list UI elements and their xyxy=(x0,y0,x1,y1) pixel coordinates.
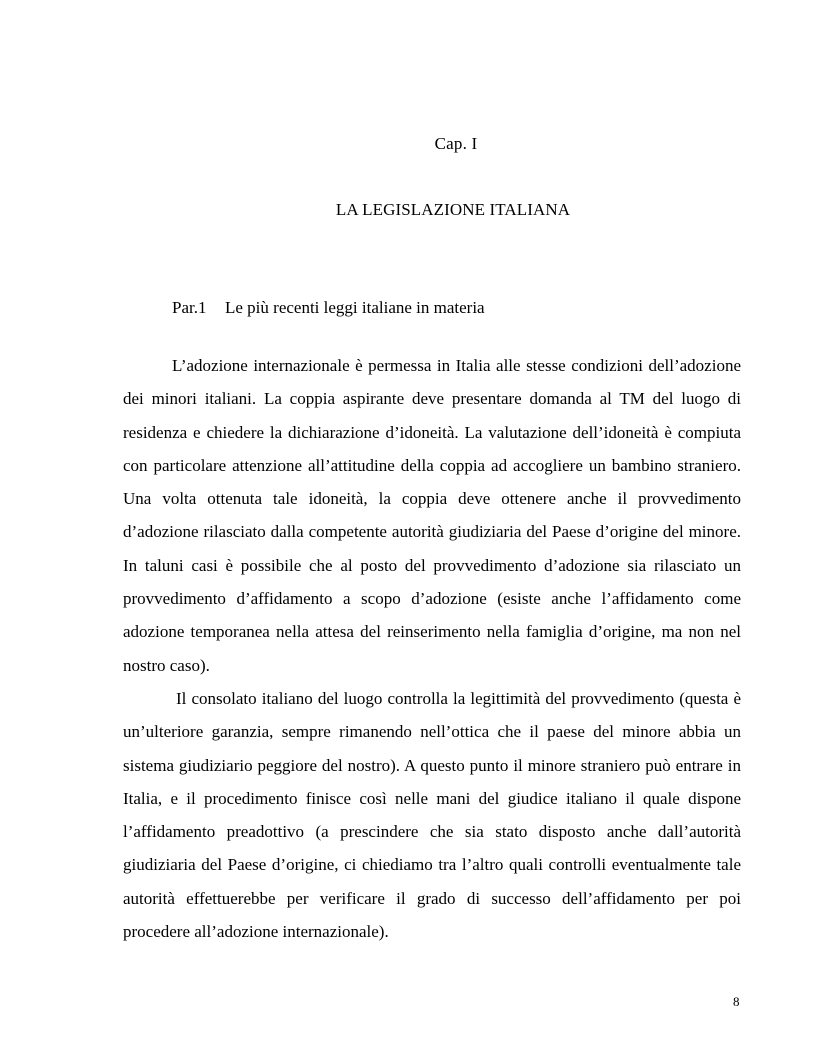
chapter-label: Cap. I xyxy=(434,134,478,153)
chapter-title: LA LEGISLAZIONE ITALIANA xyxy=(335,200,571,219)
body-text xyxy=(123,349,741,948)
paragraph: L’adozione internazionale è permessa in Italia alle stesse condizioni dell’adozione dei minori italiani. La coppia aspirante deve presentare domanda al TM del luogo di residenza e chiedere la dichiarazione d’idoneità. La valutazione dell’idoneità è compiuta con particolare attenzione all’attitudine della coppia ad accogliere un bambino straniero. Una volta ottenuta tale idoneità, la coppia deve ottenere anche il provvedimento d’adozione rilasciato dalla competente autorità giudiziaria del Paese d’origine del minore. In taluni casi è possibile che al posto del provvedimento d’adozione sia rilasciato un provvedimento d’affidamento a scopo d’adozione (esiste anche l’affidamento come adozione temporanea nella attesa del reinserimento nella famiglia d’origine, ma non nel nostro caso). xyxy=(123,356,741,675)
section-number: Par.1 xyxy=(172,298,207,317)
section-title: Le più recenti leggi italiane in materia xyxy=(225,298,485,317)
page-number: 8 xyxy=(733,994,740,1009)
section-heading xyxy=(172,298,485,318)
paragraph: Il consolato italiano del luogo controlla la legittimità del provvedimento (questa è un’ulteriore garanzia, sempre rimanendo nell’ottica che il paese del minore abbia un sistema giudiziario peggiore del nostro). A questo punto il minore straniero può entrare in Italia, e il procedimento finisce così nelle mani del giudice italiano il quale dispone l’affidamento preadottivo (a prescindere che sia stato disposto anche dall’autorità giudiziaria del Paese d’origine, ci chiediamo tra l’altro quali controlli eventualmente tale autorità effettuerebbe per verificare il grado di successo dell’affidamento per poi procedere all’adozione internazionale). xyxy=(123,688,741,942)
